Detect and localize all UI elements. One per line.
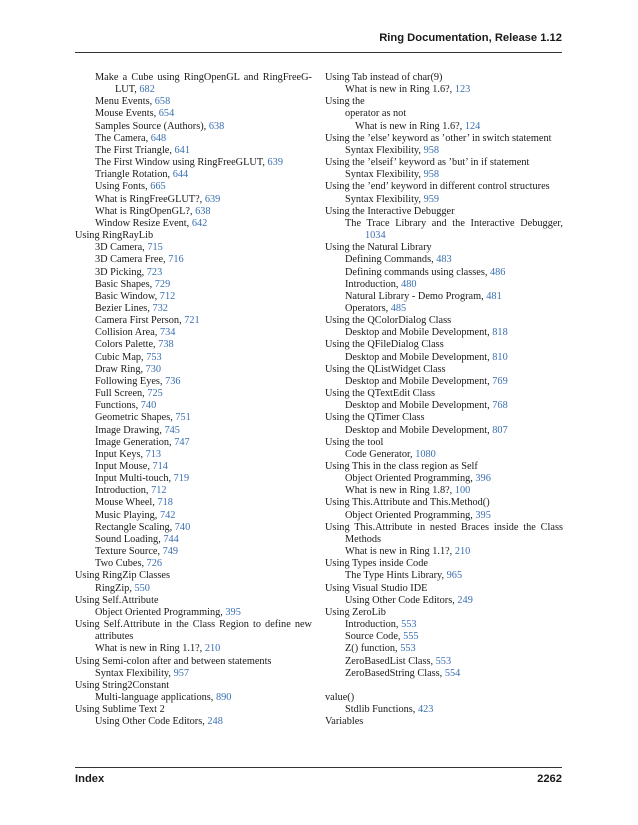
index-subentry bbox=[325, 291, 563, 303]
index-subentry bbox=[75, 121, 312, 133]
index-term bbox=[325, 206, 563, 218]
index-entry-text: Using RingZip Classes bbox=[75, 570, 170, 582]
page-reference-link[interactable]: 965 bbox=[446, 570, 463, 582]
index-subentry bbox=[75, 133, 312, 145]
index-subentry bbox=[325, 473, 563, 485]
page-reference-link[interactable]: 751 bbox=[175, 412, 191, 424]
page-reference-link[interactable]: 714 bbox=[152, 461, 168, 472]
index-term bbox=[325, 181, 563, 193]
index-entry-text: Samples Source (Authors), bbox=[95, 120, 209, 132]
page-reference-link[interactable]: 818 bbox=[492, 327, 508, 339]
page-reference-link[interactable]: 745 bbox=[164, 424, 180, 436]
index-term bbox=[325, 133, 563, 145]
page-reference-link[interactable]: 890 bbox=[215, 691, 232, 703]
index-subentry bbox=[325, 631, 563, 643]
index-entry-text: What is new in Ring 1.1?, bbox=[345, 546, 455, 558]
index-subentry bbox=[75, 315, 312, 327]
index-subentry bbox=[75, 534, 312, 546]
index-term bbox=[75, 230, 312, 242]
running-footer bbox=[75, 773, 562, 785]
index-entry-text: ZeroBasedString Class, bbox=[345, 667, 445, 679]
index-entry-text: Camera First Person, bbox=[95, 315, 185, 327]
index-subentry bbox=[75, 510, 312, 522]
index-term bbox=[75, 570, 312, 582]
index-subentry bbox=[325, 218, 563, 242]
index-entry-text: What is new in Ring 1.8?, bbox=[345, 485, 455, 497]
page-reference-link[interactable]: 716 bbox=[168, 254, 184, 266]
index-entry-text: Input Keys, bbox=[95, 448, 146, 460]
index-entry-text: What is new in Ring 1.1?, bbox=[95, 643, 205, 655]
index-subentry bbox=[325, 327, 563, 339]
index-entry-text: Make a Cube using RingOpenGL and RingFreeG-LUT, bbox=[95, 72, 312, 96]
index-entry-text: Defining Commands, bbox=[345, 254, 437, 266]
index-term bbox=[325, 339, 563, 351]
footer-section-label: Index bbox=[75, 773, 105, 785]
footer-rule bbox=[75, 767, 562, 768]
index-entry-text: Using Visual Studio IDE bbox=[325, 582, 428, 594]
index-subentry bbox=[325, 619, 563, 631]
page-reference-link[interactable]: 725 bbox=[147, 388, 163, 400]
index-entry-text: The Camera, bbox=[95, 132, 151, 144]
page-reference-link[interactable]: 639 bbox=[267, 157, 283, 169]
index-term bbox=[325, 388, 563, 400]
index-entry-text: Menu Events, bbox=[95, 96, 155, 108]
index-entry-text: Cubic Map, bbox=[95, 351, 147, 363]
page-reference-link[interactable]: 736 bbox=[165, 375, 181, 387]
index-entry-text: Using the tool bbox=[325, 436, 384, 448]
index-entry-text: Using the QTextEdit Class bbox=[325, 388, 435, 400]
index-entry-text: Rectangle Scaling, bbox=[95, 521, 175, 533]
page-reference-link[interactable]: 395 bbox=[225, 606, 241, 618]
page-reference-link[interactable]: 957 bbox=[173, 667, 190, 679]
index-entry-text: Texture Source, bbox=[95, 546, 163, 558]
index-subentry bbox=[75, 206, 312, 218]
index-term bbox=[325, 607, 563, 619]
index-subentry bbox=[75, 194, 312, 206]
page-reference-link[interactable]: 740 bbox=[174, 521, 191, 533]
page-reference-link[interactable]: 642 bbox=[191, 217, 208, 229]
index-entry-text: Using Self.Attribute bbox=[75, 594, 159, 606]
page-reference-link[interactable]: 483 bbox=[436, 254, 452, 266]
index-entry-text: What is RingFreeGLUT?, bbox=[95, 193, 205, 205]
index-entry-text: Bezier Lines, bbox=[95, 302, 153, 314]
index-entry-text: What is new in Ring 1.6?, bbox=[355, 120, 465, 132]
index-entry-text: Using String2Constant bbox=[75, 679, 170, 691]
index-subentry bbox=[75, 108, 312, 120]
index-entry-text: Using Tab instead of char(9) bbox=[325, 72, 443, 83]
index-subentry bbox=[75, 473, 312, 485]
index-entry-text: Syntax Flexibility, bbox=[95, 667, 174, 679]
index-term bbox=[75, 704, 312, 716]
index-subentry bbox=[325, 400, 563, 412]
page-reference-link[interactable]: 738 bbox=[158, 339, 174, 351]
index-column-left bbox=[75, 72, 312, 728]
page-reference-link[interactable]: 658 bbox=[154, 96, 171, 108]
index-subentry bbox=[75, 267, 312, 279]
index-column-right bbox=[325, 72, 563, 728]
index-entry-text: Syntax Flexibility, bbox=[345, 169, 424, 181]
page-reference-link[interactable]: 638 bbox=[195, 205, 211, 217]
index-entry-text: Introduction, bbox=[95, 485, 152, 497]
index-term bbox=[325, 461, 563, 473]
index-subentry bbox=[75, 376, 312, 388]
index-term bbox=[325, 157, 563, 169]
index-subentry bbox=[325, 84, 563, 96]
page-reference-link[interactable]: 958 bbox=[423, 144, 440, 156]
index-entry-text: Using This in the class region as Self bbox=[325, 461, 478, 472]
index-entry-text: Desktop and Mobile Development, bbox=[345, 375, 493, 387]
page-reference-link[interactable]: 423 bbox=[417, 703, 434, 715]
index-entry-text: Z() function, bbox=[345, 643, 401, 655]
index-subentry bbox=[75, 72, 312, 96]
index-entry-text: Using the ’else’ keyword as ’other’ in switch statement bbox=[325, 132, 552, 144]
document-title: Ring Documentation, Release 1.12 bbox=[379, 32, 562, 44]
index-subentry bbox=[75, 716, 312, 728]
index-subentry bbox=[75, 254, 312, 266]
running-header bbox=[75, 32, 562, 44]
index-entry-text: Desktop and Mobile Development, bbox=[345, 351, 493, 363]
index-subentry bbox=[75, 497, 312, 509]
index-entry-text: Desktop and Mobile Development, bbox=[345, 400, 493, 412]
index-subentry bbox=[75, 558, 312, 570]
index-entry-text: Using the QFileDialog Class bbox=[325, 339, 444, 351]
page-reference-link[interactable]: 768 bbox=[492, 400, 508, 412]
index-subentry bbox=[75, 169, 312, 181]
index-subentry bbox=[325, 704, 563, 716]
index-entry-text: Using Other Code Editors, bbox=[345, 594, 458, 606]
index-term bbox=[325, 96, 563, 108]
index-subentry bbox=[325, 425, 563, 437]
index-subentry bbox=[325, 546, 563, 558]
index-subentry bbox=[75, 388, 312, 400]
page-reference-link[interactable]: 712 bbox=[159, 290, 176, 302]
index-entry-text: Using Semi-colon after and between statements bbox=[75, 655, 272, 667]
page-reference-link[interactable]: 654 bbox=[158, 108, 175, 120]
page-reference-link[interactable]: 753 bbox=[146, 351, 162, 363]
index-entry-text: Geometric Shapes, bbox=[95, 412, 176, 424]
index-entry-text: Using Sublime Text 2 bbox=[75, 704, 165, 716]
index-subentry bbox=[75, 400, 312, 412]
index-entry-text: Using This.Attribute and This.Method() bbox=[325, 497, 490, 509]
index-subentry bbox=[75, 279, 312, 291]
page-reference-link[interactable]: 210 bbox=[454, 546, 471, 558]
index-entry-text: Natural Library - Demo Program, bbox=[345, 290, 487, 302]
index-subentry bbox=[325, 267, 563, 279]
index-entry-text: The First Window using RingFreeGLUT, bbox=[95, 157, 268, 169]
index-entry-text: 3D Camera Free, bbox=[95, 254, 169, 266]
index-subentry bbox=[75, 327, 312, 339]
index-subentry bbox=[75, 181, 312, 193]
page-reference-link[interactable]: 123 bbox=[454, 84, 471, 96]
page-reference-link[interactable]: 638 bbox=[208, 120, 225, 132]
index-subentry bbox=[75, 425, 312, 437]
page-reference-link[interactable]: 665 bbox=[150, 181, 166, 193]
page-reference-link[interactable]: 742 bbox=[159, 509, 176, 521]
index-entry-text: Desktop and Mobile Development, bbox=[345, 424, 493, 436]
index-entry-text: Two Cubes, bbox=[95, 558, 147, 570]
index-entry-text: Using the QTimer Class bbox=[325, 412, 425, 424]
index-entry-text: Draw Ring, bbox=[95, 363, 146, 375]
page-reference-link[interactable]: 395 bbox=[475, 509, 491, 521]
page-reference-link[interactable]: 740 bbox=[140, 400, 157, 412]
index-subentry bbox=[75, 145, 312, 157]
index-term bbox=[325, 583, 563, 595]
index-entry-text: Source Code, bbox=[345, 631, 404, 643]
index-term bbox=[75, 656, 312, 668]
page-reference-link[interactable]: 715 bbox=[147, 242, 163, 254]
index-subentry bbox=[75, 583, 312, 595]
index-entry-text: Object Oriented Programming, bbox=[95, 606, 226, 618]
index-subentry bbox=[325, 303, 563, 315]
index-entry-text: Object Oriented Programming, bbox=[345, 509, 476, 521]
page-reference-link[interactable]: 719 bbox=[173, 473, 190, 485]
index-entry-text: Multi-language applications, bbox=[95, 691, 216, 703]
index-entry-text: Colors Palette, bbox=[95, 339, 159, 351]
index-entry-text: Mouse Events, bbox=[95, 108, 159, 120]
index-entry-text: Stdlib Functions, bbox=[345, 703, 418, 715]
index-subentry bbox=[325, 108, 563, 120]
page-reference-link[interactable]: 648 bbox=[150, 132, 167, 144]
index-subentry bbox=[325, 254, 563, 266]
index-subentry bbox=[75, 607, 312, 619]
page-reference-link[interactable]: 124 bbox=[464, 120, 481, 132]
page-number: 2262 bbox=[537, 773, 562, 785]
index-subentry bbox=[75, 643, 312, 655]
index-entry-text: 3D Picking, bbox=[95, 266, 147, 278]
index-term bbox=[325, 412, 563, 424]
index-term bbox=[325, 497, 563, 509]
index-entry-text: Collision Area, bbox=[95, 327, 160, 339]
index-entry-text: Using Types inside Code bbox=[325, 558, 428, 570]
index-entry-text: Variables bbox=[325, 716, 364, 728]
index-entry-text: Syntax Flexibility, bbox=[345, 144, 424, 156]
index-entry-text: Introduction, bbox=[345, 619, 402, 631]
index-subentry bbox=[325, 656, 563, 668]
index-entry-text: ZeroBasedList Class, bbox=[345, 655, 436, 667]
index-entry-text: What is RingOpenGL?, bbox=[95, 205, 196, 217]
index-term bbox=[75, 619, 312, 643]
index-entry-text: Operators, bbox=[345, 302, 391, 314]
index-term bbox=[325, 437, 563, 449]
page-reference-link[interactable]: 730 bbox=[145, 363, 162, 375]
index-subentry bbox=[325, 643, 563, 655]
index-entry-text: Using the Interactive Debugger bbox=[325, 205, 455, 217]
index-entry-text: The First Triangle, bbox=[95, 144, 175, 156]
index-entry-text: Following Eyes, bbox=[95, 375, 166, 387]
index-entry-text: The Trace Library and the Interactive Debugger, bbox=[345, 217, 563, 229]
index-subentry bbox=[75, 546, 312, 558]
index-subentry bbox=[325, 485, 563, 497]
index-subentry bbox=[75, 339, 312, 351]
header-rule bbox=[75, 52, 562, 53]
index-subentry bbox=[325, 376, 563, 388]
page-reference-link[interactable]: 1080 bbox=[415, 448, 436, 460]
index-entry-text: Input Mouse, bbox=[95, 461, 153, 472]
index-subentry bbox=[325, 169, 563, 181]
index-entry-text: Using the QColorDialog Class bbox=[325, 315, 452, 327]
index-entry-text: RingZip, bbox=[95, 582, 135, 594]
index-term bbox=[325, 72, 563, 84]
index-entry-text: Using RingRayLib bbox=[75, 230, 154, 242]
index-term bbox=[325, 315, 563, 327]
index-subentry bbox=[325, 194, 563, 206]
page-reference-link[interactable]: 485 bbox=[390, 302, 407, 314]
index-entry-text: Using the ’end’ keyword in different control structures bbox=[325, 181, 550, 193]
index-entry-text: Basic Window, bbox=[95, 290, 160, 302]
index-subentry bbox=[325, 595, 563, 607]
index-entry-text: Using Fonts, bbox=[95, 181, 151, 193]
index-entry-text: Image Generation, bbox=[95, 436, 175, 448]
page-reference-link[interactable]: 555 bbox=[403, 631, 419, 643]
index-entry-text: 3D Camera, bbox=[95, 242, 148, 254]
index-entry-text: Syntax Flexibility, bbox=[345, 193, 424, 205]
page-reference-link[interactable]: 641 bbox=[174, 144, 190, 156]
index-subentry bbox=[75, 218, 312, 230]
page-reference-link[interactable]: 959 bbox=[423, 193, 440, 205]
index-entry-text: Using ZeroLib bbox=[325, 606, 386, 618]
index-entry-text: The Type Hints Library, bbox=[345, 570, 447, 582]
page-reference-link[interactable]: 481 bbox=[486, 290, 502, 302]
page-reference-link[interactable]: 718 bbox=[157, 497, 173, 509]
index-subentry bbox=[75, 352, 312, 364]
index-entry-text: Sound Loading, bbox=[95, 533, 164, 545]
index-subentry bbox=[75, 412, 312, 424]
index-entry-text: operator as not bbox=[345, 108, 407, 120]
index-subentry bbox=[325, 510, 563, 522]
page-reference-link[interactable]: 749 bbox=[162, 546, 179, 558]
page-reference-link[interactable]: 248 bbox=[207, 716, 223, 728]
page-reference-link[interactable]: 480 bbox=[401, 278, 417, 290]
index-subentry bbox=[325, 121, 563, 133]
index-entry-text: Image Drawing, bbox=[95, 424, 165, 436]
index-entry-text: Full Screen, bbox=[95, 388, 148, 400]
page-reference-link[interactable]: 810 bbox=[492, 351, 508, 363]
index-entry-text: Introduction, bbox=[345, 278, 402, 290]
page-reference-link[interactable]: 553 bbox=[400, 643, 416, 655]
index-subentry bbox=[325, 352, 563, 364]
page-reference-link[interactable]: 553 bbox=[401, 619, 417, 631]
index-subentry bbox=[75, 522, 312, 534]
page-reference-link[interactable]: 639 bbox=[204, 193, 221, 205]
index-entry-text: Using the QListWidget Class bbox=[325, 363, 446, 375]
index-term bbox=[325, 364, 563, 376]
index-subentry bbox=[75, 461, 312, 473]
index-subentry bbox=[75, 291, 312, 303]
page-reference-link[interactable]: 682 bbox=[139, 84, 155, 96]
index-entry-text: Basic Shapes, bbox=[95, 278, 155, 290]
page-reference-link[interactable]: 554 bbox=[444, 667, 461, 679]
index-term bbox=[75, 680, 312, 692]
page-reference-link[interactable]: 486 bbox=[490, 266, 506, 278]
index-entry-text: Defining commands using classes, bbox=[345, 266, 490, 278]
page-reference-link[interactable]: 553 bbox=[435, 655, 452, 667]
index-entry-text: Triangle Rotation, bbox=[95, 169, 173, 181]
index-term bbox=[325, 692, 563, 704]
index-entry-text: Input Multi-touch, bbox=[95, 473, 174, 485]
page-reference-link[interactable]: 721 bbox=[184, 315, 200, 327]
index-subentry bbox=[75, 242, 312, 254]
index-subentry bbox=[325, 570, 563, 582]
index-subentry bbox=[325, 145, 563, 157]
index-subentry bbox=[325, 279, 563, 291]
page-reference-link[interactable]: 729 bbox=[154, 278, 171, 290]
page-reference-link[interactable]: 734 bbox=[159, 327, 176, 339]
index-entry-text: value() bbox=[325, 691, 355, 703]
page-reference-link[interactable]: 723 bbox=[146, 266, 163, 278]
index-entry-text: Using the Natural Library bbox=[325, 242, 432, 254]
page-reference-link[interactable]: 769 bbox=[492, 375, 508, 387]
index-entry-text: What is new in Ring 1.6?, bbox=[345, 84, 455, 96]
index-entry-text: Music Playing, bbox=[95, 509, 160, 521]
index-entry-text: Using Self.Attribute in the Class Region to define new attributes bbox=[75, 619, 312, 643]
index-subentry bbox=[75, 157, 312, 169]
index-subentry bbox=[75, 437, 312, 449]
index-subentry bbox=[325, 449, 563, 461]
page-reference-link[interactable]: 732 bbox=[152, 302, 168, 314]
index-subentry bbox=[75, 303, 312, 315]
index-subentry bbox=[75, 96, 312, 108]
page-reference-link[interactable]: 807 bbox=[492, 424, 508, 436]
index-term bbox=[325, 558, 563, 570]
index-subentry bbox=[75, 668, 312, 680]
index-entry-text: Using This.Attribute in nested Braces inside the Class Methods bbox=[325, 521, 563, 545]
index-term bbox=[325, 716, 563, 728]
index-entry-text: Mouse Wheel, bbox=[95, 497, 158, 509]
page-reference-link[interactable]: 100 bbox=[454, 485, 471, 497]
page-reference-link[interactable]: 726 bbox=[146, 558, 163, 570]
index-entry-text: Desktop and Mobile Development, bbox=[345, 327, 493, 339]
page-reference-link[interactable]: 550 bbox=[134, 582, 150, 594]
index-term bbox=[75, 595, 312, 607]
page-reference-link[interactable]: 1034 bbox=[365, 230, 386, 242]
index-entry-text: Code Generator, bbox=[345, 448, 416, 460]
index-entry-text: Object Oriented Programming, bbox=[345, 473, 476, 485]
page-reference-link[interactable]: 747 bbox=[174, 436, 190, 448]
index-entry-text: Functions, bbox=[95, 400, 141, 412]
index-entry-text: Window Resize Event, bbox=[95, 217, 192, 229]
index-letter-gap bbox=[325, 680, 563, 692]
index-entry-text: Using Other Code Editors, bbox=[95, 716, 208, 728]
page-reference-link[interactable]: 713 bbox=[145, 448, 162, 460]
index-subentry bbox=[75, 692, 312, 704]
page-reference-link[interactable]: 210 bbox=[204, 643, 221, 655]
page-reference-link[interactable]: 958 bbox=[423, 169, 440, 181]
index-term bbox=[325, 242, 563, 254]
page-reference-link[interactable]: 744 bbox=[163, 533, 179, 545]
index-entry-text: Using the ’elseif’ keyword as ’but’ in if statement bbox=[325, 157, 530, 169]
page-reference-link[interactable]: 249 bbox=[457, 594, 473, 606]
page-reference-link[interactable]: 644 bbox=[172, 169, 189, 181]
index-subentry bbox=[75, 364, 312, 376]
index-subentry bbox=[75, 449, 312, 461]
index-subentry bbox=[75, 485, 312, 497]
index-term bbox=[325, 522, 563, 546]
page-reference-link[interactable]: 712 bbox=[151, 485, 167, 497]
page-reference-link[interactable]: 396 bbox=[475, 473, 491, 485]
index-subentry bbox=[325, 668, 563, 680]
index-entry-text: Using the bbox=[325, 96, 365, 108]
